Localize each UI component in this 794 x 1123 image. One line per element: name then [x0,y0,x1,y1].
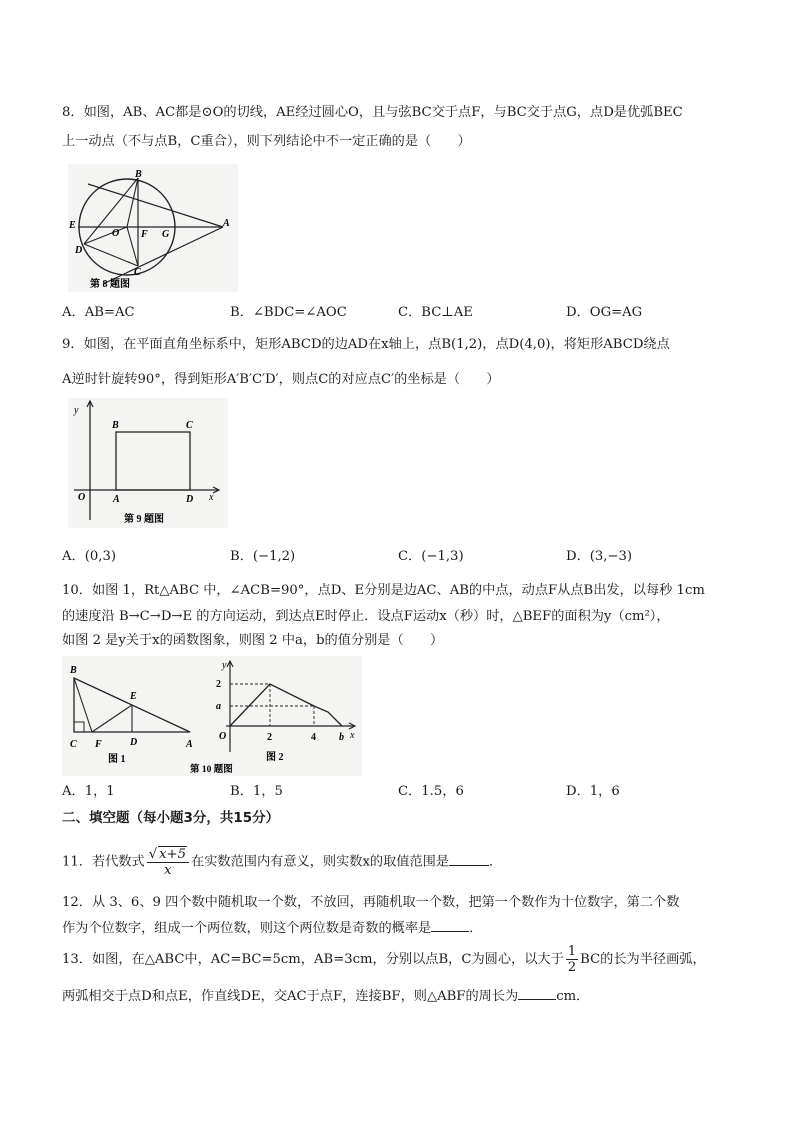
q8-option-c: C．BC⊥AE [398,305,473,320]
q13-line1 [62,944,706,976]
q8-label-o: O [112,228,120,239]
q9-figure [68,398,228,528]
q13-line1b: BC的长为半径画弧， [580,952,706,967]
q9-option-d: D．(3,−3) [566,549,633,564]
q12-line2-text: 作为个位数字，组成一个两位数，则这个两位数是奇数的概率是 [62,921,432,936]
q10-line3: 如图 2 是y关于x的函数图象，则图 2 中a，b的值分别是（ ） [62,633,444,648]
q10-option-d: D．1，6 [566,784,620,799]
q11-fraction: $\frac{√ x+5}{x}$ [147,846,189,878]
q10-fig1-caption: 图 1 [108,754,126,765]
q10-fig1-label-c: C [70,739,77,750]
q10-fig2-origin: O [219,731,227,742]
q8-option-d: D．OG=AG [566,305,643,320]
q9-label-d: D [186,494,194,505]
q8-caption: 第 8 题图 [90,279,130,290]
q13-frac-num: 1 [567,944,577,959]
q9-line2: A逆时针旋转90°，得到矩形A′B′C′D′，则点C的对应点C′的坐标是（ ） [62,372,500,387]
q9-caption: 第 9 题图 [124,514,164,525]
q10-fig2-tick-2x: 2 [267,732,272,743]
q10-fig2-tick-b: b [339,732,344,743]
q10-fig2-tick-4: 4 [311,732,316,743]
q10-fig1-label-a: A [186,739,193,750]
section-2-title: 二、填空题（每小题3分，共15分） [62,810,280,826]
q11-radicand: x+5 [159,847,187,862]
q8-label-e: E [69,220,76,231]
q10-fig2-label-y: y [222,660,227,671]
q8-label-d: D [75,245,83,256]
q9-label-a: A [113,494,120,505]
q13-end: cm． [556,989,590,1004]
q10-fig2-caption: 图 2 [266,752,284,763]
q11-line [62,846,502,879]
q9-option-a: A．(0,3) [62,549,116,564]
q13-fraction [566,944,578,975]
q13-answer-blank[interactable] [518,987,556,1000]
q10-line2: 的速度沿 B→C→D→E 的方向运动，到达点E时停止．设点F运动x（秒）时，△BEF的面积为y（cm²）， [62,609,670,624]
q9-option-b: B．(−1,2) [230,549,296,564]
q8-line2: 上一动点（不与点B，C重合），则下列结论中不一定正确的是（ ） [62,134,471,149]
q9-line1: 9．如图，在平面直角坐标系中，矩形ABCD的边AD在x轴上，点B(1,2)，点D(4,0)，将矩形ABCD绕点 [62,337,670,352]
q8-label-g: G [162,229,170,240]
q11-suffix: 在实数范围内有意义，则实数x的取值范围是 [191,854,450,870]
q9-label-o: O [78,492,86,503]
q9-label-c: C [186,420,193,431]
q11-end: ． [489,854,503,870]
q8-option-b: B．∠BDC=∠AOC [230,305,347,320]
q13-line2 [62,987,589,1006]
q10-fig2-label-x: x [350,730,355,741]
q9-label-x: x [209,492,214,503]
q8-figure [68,164,238,292]
q10-figure [62,656,362,776]
q10-fig1-label-f: F [95,739,102,750]
q8-label-a: A [223,218,230,229]
q13-line1a: 13．如图，在△ABC中，AC=BC=5cm，AB=3cm，分别以点B，C为圆心，以大于 [62,952,564,967]
q10-fig2-tick-2y: 2 [216,679,221,690]
q10-caption: 第 10 题图 [190,765,233,775]
q11-prefix: 11．若代数式 [62,854,145,870]
q10-line1: 10．如图 1，Rt△ABC 中，∠ACB=90°，点D、E分别是边AC、AB的中点，动点F从点B出发，以每秒 1cm [62,583,705,598]
q13-frac-den: 2 [567,960,577,975]
q8-label-b: B [135,169,142,180]
q10-option-a: A．1，1 [62,784,115,799]
q13-line2-text: 两弧相交于点D和点E，作直线DE，交AC于点F，连接BF，则△ABF的周长为 [62,989,519,1004]
q9-label-y: y [74,405,79,416]
q8-label-f: F [141,229,148,240]
q12-answer-blank[interactable] [431,919,469,932]
q10-fig1-label-e: E [130,691,137,702]
q8-line1: 8．如图，AB、AC都是⊙O的切线，AE经过圆心O，且与弦BC交于点F，与BC交于点G，点D是优弧BEC [62,105,683,120]
q12-end: ． [469,921,483,936]
q9-option-c: C．(−1,3) [398,549,464,564]
q8-option-a: A．AB=AC [62,305,135,320]
q8-label-c: C [134,267,141,278]
q10-fig1-label-d: D [130,737,138,748]
q12-line2 [62,919,482,938]
q11-answer-blank[interactable] [449,853,489,866]
q11-denominator: x [164,863,172,878]
q12-line1: 12．从 3、6、9 四个数中随机取一个数，不放回，再随机取一个数，把第一个数作为十位数字，第二个数 [62,895,680,910]
q10-option-c: C．1.5，6 [398,784,464,799]
q9-label-b: B [112,420,119,431]
q10-fig1-label-b: B [70,665,77,676]
q10-fig2-tick-a: a [216,701,221,712]
q10-option-b: B．1，5 [230,784,283,799]
